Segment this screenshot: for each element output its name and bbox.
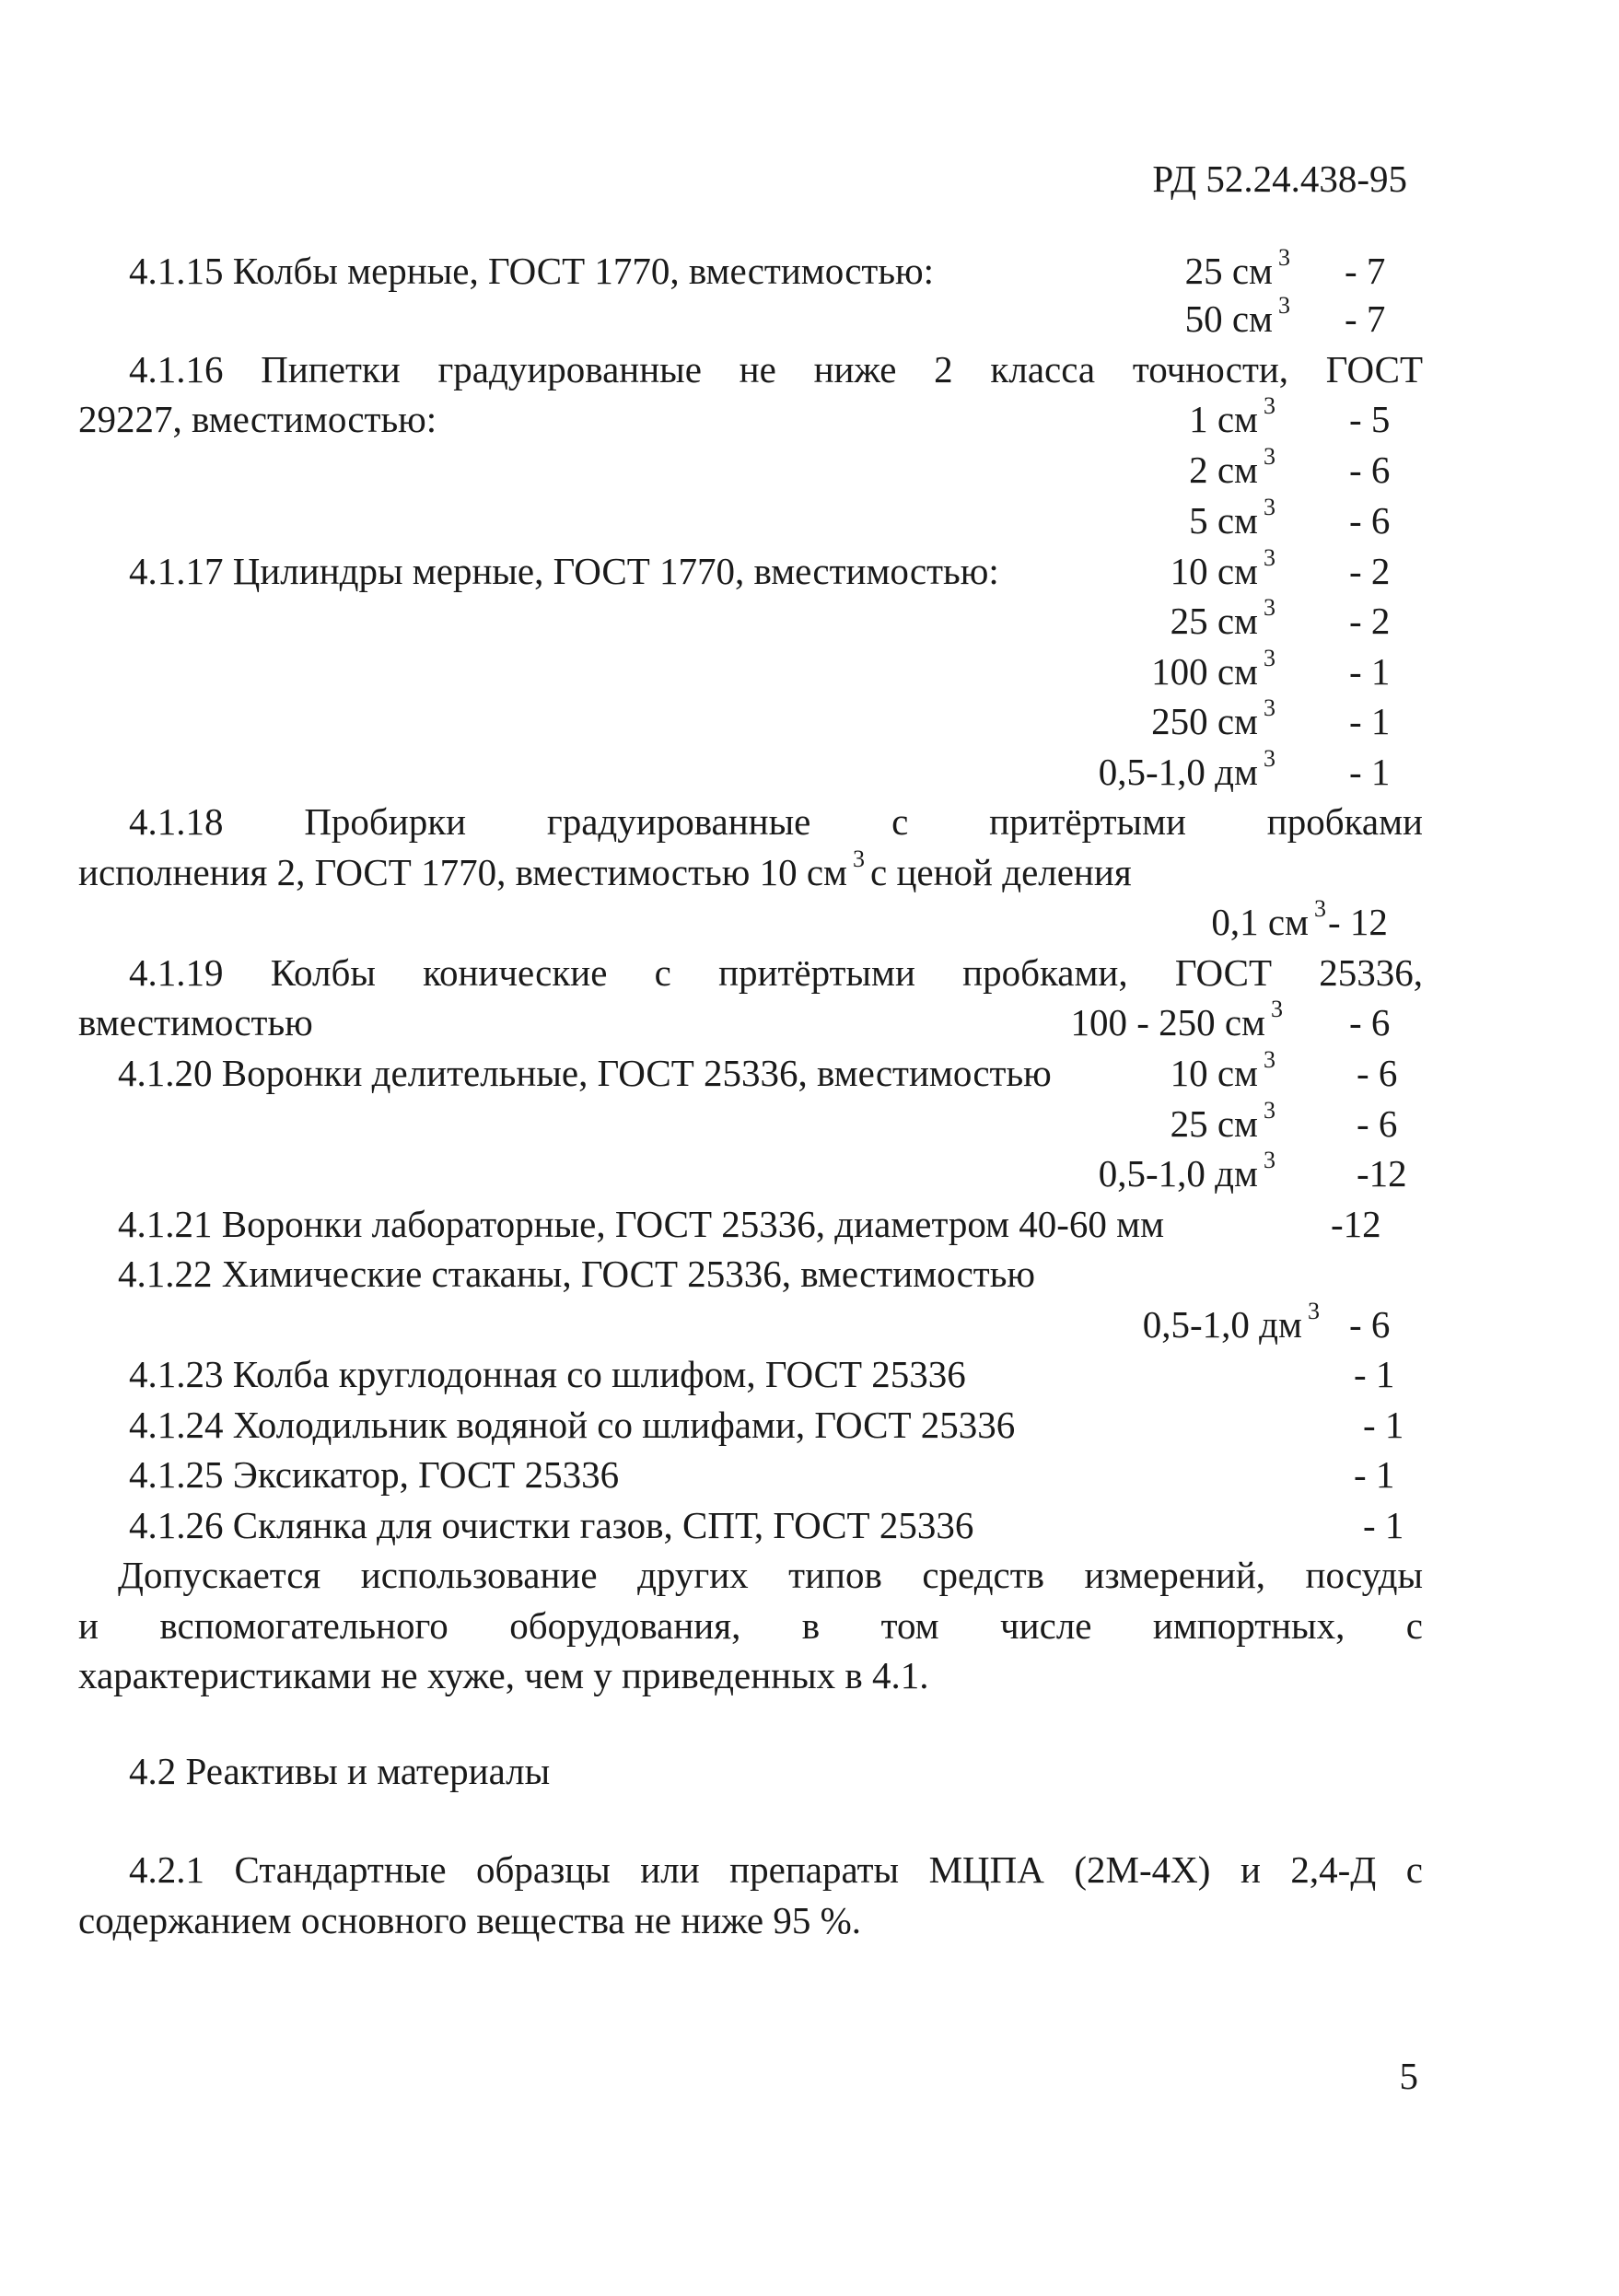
item-4-1-20-amount-3: 0,5-1,0 дм $^3$: [1098, 1147, 1275, 1195]
item-4-1-17-qty-2: - 2: [1349, 600, 1391, 642]
item-4-1-19-amount-1: 100 - 250 см $^3$: [1070, 996, 1283, 1043]
item-4-1-16-text-2: 29227, вместимостью:: [78, 398, 437, 440]
section-heading: 4.2 Реактивы и материалы: [129, 1750, 551, 1792]
item-4-1-17-qty-4: - 1: [1349, 700, 1391, 742]
item-4-1-15-qty-2: - 7: [1345, 297, 1386, 340]
item-4-1-16-text: 4.1.16 Пипетки градуированные не ниже 2 класса точности, ГОСТ: [129, 348, 1423, 390]
item-4-1-17-amount-1: 10 см $^3$: [1170, 544, 1275, 592]
item-4-1-21-qty: -12: [1331, 1203, 1381, 1245]
item-4-1-24-qty: - 1: [1363, 1404, 1404, 1446]
item-4-1-15-amount-2: 50 см $^3$: [1184, 292, 1290, 340]
item-4-1-20-qty-1: - 6: [1357, 1052, 1398, 1094]
item-4-2-1-text-2: содержанием основного вещества не ниже 95 %.: [78, 1899, 862, 1941]
item-4-1-24-text: 4.1.24 Холодильник водяной со шлифами, ГОСТ 25336: [129, 1404, 1016, 1446]
item-4-1-17-qty-5: - 1: [1349, 751, 1391, 793]
item-4-1-16-qty-2: - 6: [1349, 449, 1391, 491]
item-4-1-23-qty: - 1: [1354, 1353, 1395, 1395]
item-4-1-22-text: 4.1.22 Химические стаканы, ГОСТ 25336, вместимостью: [118, 1253, 1036, 1295]
item-4-1-18-text-2: исполнения 2, ГОСТ 1770, вместимостью 10 см $^3$ с ценой деления: [78, 845, 1132, 893]
item-4-1-22-amount-1: 0,5-1,0 дм $^3$: [1142, 1298, 1320, 1346]
item-4-1-19-text: 4.1.19 Колбы конические с притёртыми пробками, ГОСТ 25336,: [129, 951, 1423, 994]
item-4-1-16-amount-1: 1 см $^3$: [1189, 392, 1275, 440]
item-4-1-21-text: 4.1.21 Воронки лабораторные, ГОСТ 25336, диаметром 40-60 мм: [118, 1203, 1165, 1245]
note-text-1: Допускается использование других типов средств измерений, посуды: [118, 1554, 1423, 1596]
item-4-1-19-text-2: вместимостью: [78, 1001, 313, 1043]
item-4-1-25-qty: - 1: [1354, 1453, 1395, 1496]
note-text-3: характеристиками не хуже, чем у приведенных в 4.1.: [78, 1654, 929, 1696]
item-4-1-20-amount-1: 10 см $^3$: [1170, 1046, 1275, 1094]
item-4-1-26-qty: - 1: [1363, 1504, 1404, 1546]
item-4-1-16-amount-2: 2 см $^3$: [1189, 443, 1275, 491]
item-4-1-19-qty-1: - 6: [1349, 1001, 1391, 1043]
item-4-1-20-qty-3: -12: [1357, 1152, 1407, 1195]
item-4-1-18-qty-1: - 12: [1328, 901, 1388, 943]
item-4-1-20-text: 4.1.20 Воронки делительные, ГОСТ 25336, вместимостью: [118, 1052, 1052, 1094]
item-4-1-26-text: 4.1.26 Склянка для очистки газов, СПТ, ГОСТ 25336: [129, 1504, 974, 1546]
item-4-1-20-qty-2: - 6: [1357, 1102, 1398, 1145]
item-4-1-18-text: 4.1.18 Пробирки градуированные с притёртыми пробками: [129, 800, 1423, 843]
document-code: РД 52.24.438-95: [1152, 157, 1407, 200]
item-4-1-16-amount-3: 5 см $^3$: [1189, 494, 1275, 542]
page-number: 5: [1399, 2055, 1418, 2097]
item-4-1-17-text: 4.1.17 Цилиндры мерные, ГОСТ 1770, вместимостью:: [129, 550, 999, 592]
item-4-1-17-amount-3: 100 см $^3$: [1151, 645, 1275, 693]
item-4-1-17-qty-1: - 2: [1349, 550, 1391, 592]
item-4-1-17-qty-3: - 1: [1349, 650, 1391, 693]
item-4-1-15-amount-1: 25 см $^3$: [1184, 244, 1290, 292]
item-4-1-23-text: 4.1.23 Колба круглодонная со шлифом, ГОСТ 25336: [129, 1353, 966, 1395]
item-4-1-16-qty-3: - 6: [1349, 499, 1391, 542]
item-4-1-25-text: 4.1.25 Эксикатор, ГОСТ 25336: [129, 1453, 620, 1496]
item-4-1-15-text: 4.1.15 Колбы мерные, ГОСТ 1770, вместимостью:: [129, 250, 935, 292]
item-4-1-15-qty-1: - 7: [1345, 250, 1386, 292]
item-4-1-17-amount-5: 0,5-1,0 дм $^3$: [1098, 745, 1275, 793]
note-text-2: и вспомогательного оборудования, в том числе импортных, с: [78, 1604, 1423, 1647]
item-4-2-1-text: 4.2.1 Стандартные образцы или препараты МЦПА (2М-4Х) и 2,4-Д с: [129, 1848, 1423, 1891]
item-4-1-20-amount-2: 25 см $^3$: [1170, 1097, 1275, 1145]
item-4-1-16-qty-1: - 5: [1349, 398, 1391, 440]
item-4-1-17-amount-4: 250 см $^3$: [1151, 694, 1275, 742]
item-4-1-18-amount-1: 0,1 см $^3$: [1211, 895, 1326, 943]
item-4-1-17-amount-2: 25 см $^3$: [1170, 594, 1275, 642]
item-4-1-22-qty-1: - 6: [1349, 1303, 1391, 1346]
